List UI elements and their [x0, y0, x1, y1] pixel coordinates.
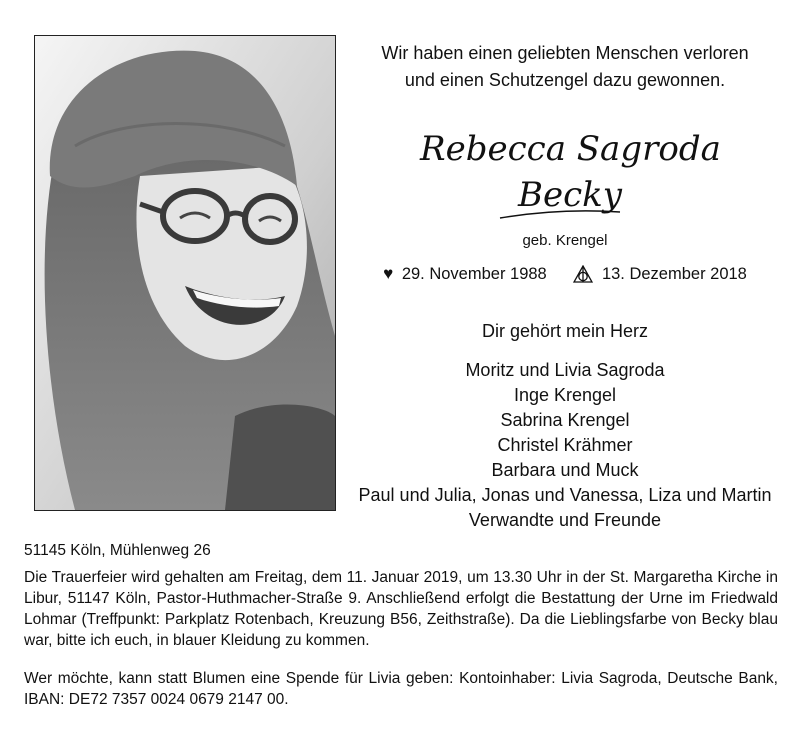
mourner-item: Sabrina Krengel [500, 410, 630, 430]
motto [345, 40, 785, 94]
deathly-hallows-icon [573, 265, 593, 283]
mourner-item: Verwandte und Freunde [468, 510, 662, 530]
mourners-list [345, 358, 785, 533]
life-dates [345, 264, 785, 284]
motto-line-1: Wir haben einen geliebten Menschen verloren [381, 43, 749, 63]
full-name: Rebecca Sagroda [420, 129, 721, 169]
heart-icon: ♥ [383, 264, 394, 283]
portrait-illustration [35, 36, 335, 510]
nickname: Becky [518, 175, 622, 215]
name-signature [400, 118, 740, 233]
death-date: 13. Dezember 2018 [601, 264, 747, 283]
nee-line: geb. Krengel [522, 232, 608, 249]
dedication: Dir gehört mein Herz [481, 321, 649, 341]
address: 51145 Köln, Mühlenweg 26 [24, 542, 211, 559]
motto-line-2: und einen Schutzengel dazu gewonnen. [404, 70, 726, 90]
donation-info: Wer möchte, kann statt Blumen eine Spende für Livia geben: Kontoinhaber: Livia Sagroda, Deutsche Bank, IBAN: DE72 7357 0024 0679 2147 00. [24, 670, 778, 708]
mourner-item: Christel Krähmer [497, 435, 633, 455]
funeral-info: Die Trauerfeier wird gehalten am Freitag, dem 11. Januar 2019, um 13.30 Uhr in der St. Margaretha Kirche in Libur, 51147 Köln, Pastor-Huthmacher-Straße 9. Anschließend erfolgt die Bestattung der Urne im Friedwald Lohmar (Treffpunkt: Parkplatz Rotenbach, Kreuzung B56, Zeithstraße). Da die Lieblingsfarbe von Becky blau war, bitte ich euch, in blauer Kleidung zu kommen. [24, 569, 778, 649]
mourner-item: Inge Krengel [513, 385, 617, 405]
portrait-photo [34, 35, 336, 511]
mourner-item: Moritz und Livia Sagroda [465, 360, 665, 380]
birth-date: 29. November 1988 [401, 264, 547, 283]
mourner-item: Barbara und Muck [491, 460, 639, 480]
mourner-item: Paul und Julia, Jonas und Vanessa, Liza und Martin [358, 485, 772, 505]
